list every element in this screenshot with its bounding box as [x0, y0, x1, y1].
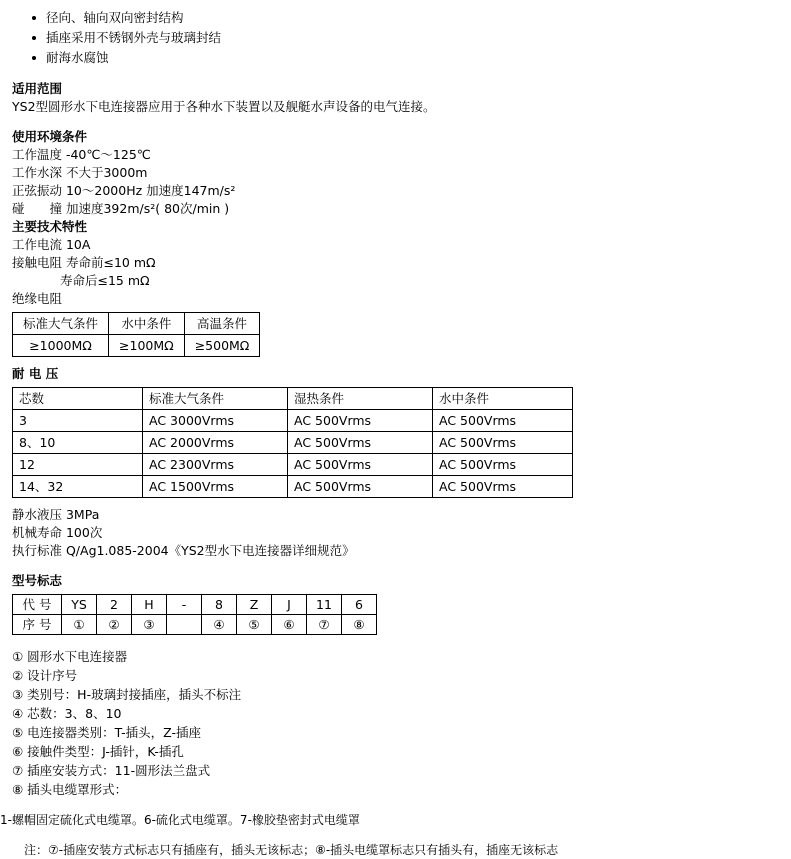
model-section-title-wrap [0, 572, 791, 590]
voltage-title: 耐 电 压 [12, 366, 59, 381]
cable-cover-footnote: 1-螺帽固定硫化式电缆罩。6-硫化式电缆罩。7-橡胶垫密封式电缆罩 [0, 813, 360, 827]
scope-text: YS2型圆形水下电连接器应用于各种水下装置以及舰艇水声设备的电气连接。 [12, 99, 436, 114]
table-cell: H [132, 595, 167, 615]
table-cell: AC 2000Vrms [143, 432, 288, 454]
table-cell: ② [97, 615, 132, 635]
note-item: ③ 类别号：H-玻璃封接插座，插头不标注 [12, 687, 242, 702]
table-cell: YS [62, 595, 97, 615]
model-notes-list [0, 647, 791, 799]
table-cell: 3 [13, 410, 143, 432]
note-item: ⑥ 接触件类型：J-插针，K-插孔 [12, 744, 184, 759]
table-cell: AC 500Vrms [433, 476, 573, 498]
model-title: 型号标志 [12, 573, 63, 588]
table-cell: AC 500Vrms [288, 454, 433, 476]
table-row [13, 335, 260, 357]
contact-resistance: 接触电阻 寿命前≤10 mΩ [12, 255, 156, 270]
feature-bullet-list [0, 0, 791, 68]
table-cell: Z [237, 595, 272, 615]
scope-section [0, 80, 791, 116]
table-cell: AC 2300Vrms [143, 454, 288, 476]
note-item: ④ 芯数：3、8、10 [12, 706, 122, 721]
table-cell: 6 [342, 595, 377, 615]
table-row [13, 476, 573, 498]
table-row [13, 432, 573, 454]
table-cell: ⑦ [307, 615, 342, 635]
model-designation-table [12, 594, 377, 635]
table-header-row [13, 388, 573, 410]
table-cell: ⑧ [342, 615, 377, 635]
standard-reference: 执行标准 Q/Ag1.085-2004《YS2型水下电连接器详细规范》 [12, 543, 355, 558]
table-cell: AC 3000Vrms [143, 410, 288, 432]
list-item: 耐海水腐蚀 [46, 48, 791, 68]
table-row [13, 410, 573, 432]
table-cell: ① [62, 615, 97, 635]
column-header: 标准大气条件 [13, 313, 109, 335]
table-cell: AC 500Vrms [433, 432, 573, 454]
table-cell: AC 500Vrms [433, 410, 573, 432]
insulation-resistance-table [12, 312, 260, 357]
table-cell: ⑥ [272, 615, 307, 635]
list-item: 插座采用不锈钢外壳与玻璃封结 [46, 28, 791, 48]
specs-title: 主要技术特性 [12, 219, 88, 234]
table-cell: - [167, 595, 202, 615]
misc-section [0, 506, 791, 560]
column-header: 高温条件 [184, 313, 260, 335]
marking-footnote: 注：⑦-插座安装方式标志只有插座有，插头无该标志；⑧-插头电缆罩标志只有插头有，插座无该标志 [24, 843, 559, 857]
table-row [13, 615, 377, 635]
row-header: 代 号 [13, 595, 62, 615]
insulation-title: 绝缘电阻 [12, 291, 63, 306]
table-cell: 14、32 [13, 476, 143, 498]
table-cell: 2 [97, 595, 132, 615]
environment-line: 工作温度 -40℃～125℃ [12, 147, 151, 162]
column-header: 标准大气条件 [143, 388, 288, 410]
table-cell: AC 500Vrms [288, 410, 433, 432]
table-row [13, 313, 260, 335]
note-item: ① 圆形水下电连接器 [12, 649, 128, 664]
environment-line: 碰 撞 加速度392m/s²( 80次/min ) [12, 201, 230, 216]
table-cell: ⑤ [237, 615, 272, 635]
table-row [13, 595, 377, 615]
table-cell: J [272, 595, 307, 615]
voltage-section-title-wrap [0, 365, 791, 383]
table-cell: ≥1000MΩ [13, 335, 109, 357]
scope-title: 适用范围 [12, 81, 63, 96]
environment-section [0, 128, 791, 218]
column-header: 水中条件 [433, 388, 573, 410]
row-header: 序 号 [13, 615, 62, 635]
note-item: ⑦ 插座安装方式：11-圆形法兰盘式 [12, 763, 211, 778]
table-cell: 11 [307, 595, 342, 615]
column-header: 芯数 [13, 388, 143, 410]
working-current: 工作电流 10A [12, 237, 91, 252]
hydrostatic-pressure: 静水液压 3MPa [12, 507, 100, 522]
table-row [13, 454, 573, 476]
environment-line: 正弦振动 10～2000Hz 加速度147m/s² [12, 183, 236, 198]
note-item: ② 设计序号 [12, 668, 78, 683]
table-cell: AC 500Vrms [288, 476, 433, 498]
mechanical-life: 机械寿命 100次 [12, 525, 103, 540]
table-cell: AC 500Vrms [288, 432, 433, 454]
table-cell: ③ [132, 615, 167, 635]
note-item: ⑧ 插头电缆罩形式： [12, 782, 128, 797]
note-item: ⑤ 电连接器类别：T-插头，Z-插座 [12, 725, 202, 740]
table-cell: 8 [202, 595, 237, 615]
table-cell: 8、10 [13, 432, 143, 454]
table-cell: ≥100MΩ [109, 335, 185, 357]
table-cell: 12 [13, 454, 143, 476]
environment-line: 工作水深 不大于3000m [12, 165, 148, 180]
withstand-voltage-table [12, 387, 573, 498]
table-cell: ④ [202, 615, 237, 635]
table-cell [167, 615, 202, 635]
specs-section [0, 218, 791, 308]
column-header: 湿热条件 [288, 388, 433, 410]
contact-resistance-after: 寿命后≤15 mΩ [60, 273, 150, 288]
table-cell: AC 1500Vrms [143, 476, 288, 498]
table-cell: ≥500MΩ [184, 335, 260, 357]
environment-title: 使用环境条件 [12, 129, 88, 144]
list-item: 径向、轴向双向密封结构 [46, 8, 791, 28]
table-cell: AC 500Vrms [433, 454, 573, 476]
column-header: 水中条件 [109, 313, 185, 335]
